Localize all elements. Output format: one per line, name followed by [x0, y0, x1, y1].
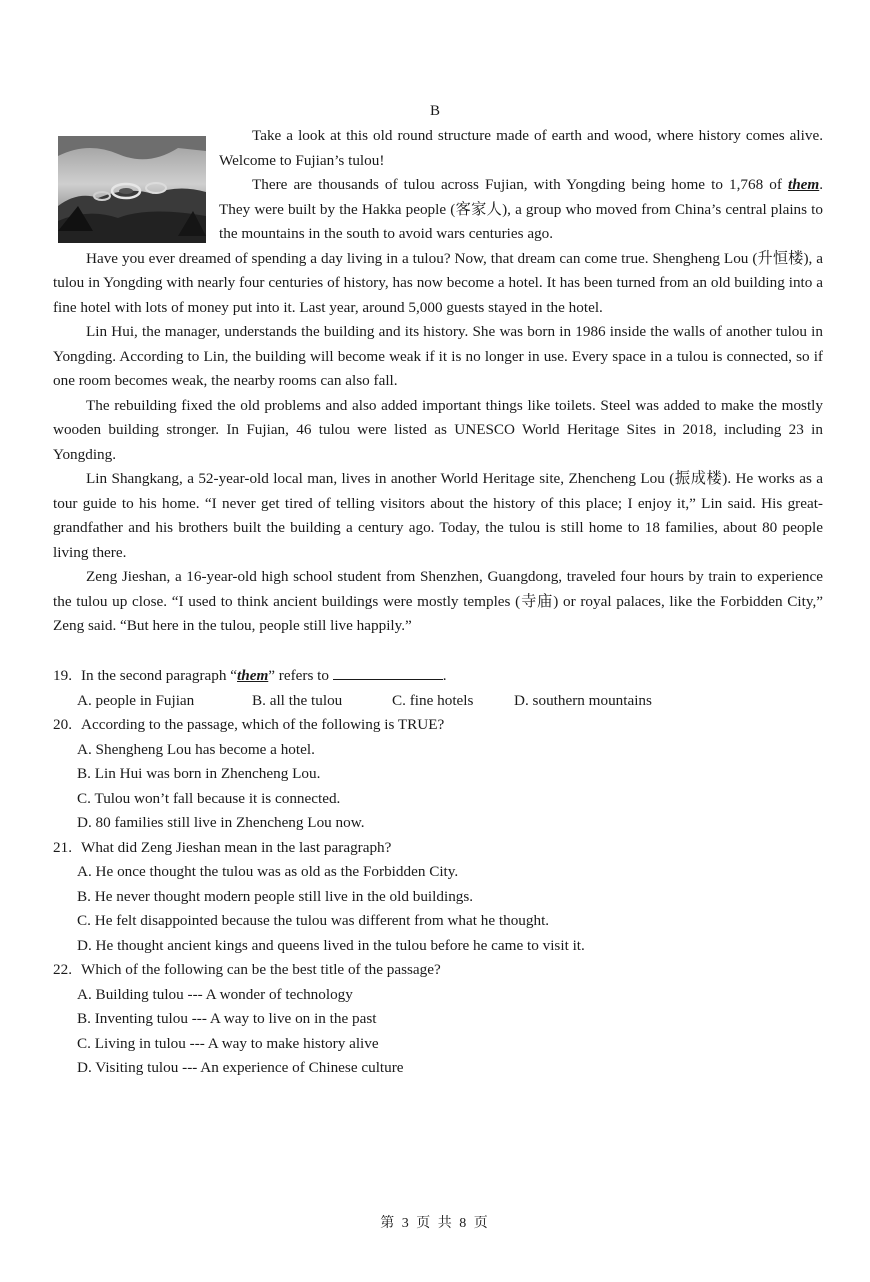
question-number: 20. — [53, 716, 72, 733]
question-19-options — [53, 689, 823, 714]
option-c[interactable]: C. Tulou won’t fall because it is connected. — [77, 789, 341, 807]
option-b[interactable]: B. He never thought modern people still live in the old buildings. — [77, 887, 474, 905]
paragraph-5: The rebuilding fixed the old problems and also added important things like toilets. Steel was added to make the mostly wooden building stronger. In Fujian, 46 tulou were listed as UNESCO World Heritage Sites in 2018, including 23 in Yongding. — [53, 396, 823, 463]
question-text-a: In the second paragraph “ — [81, 667, 238, 684]
paragraph-1: Take a look at this old round structure made of earth and wood, where history comes alive. Welcome to Fujian’s tulou! — [219, 127, 823, 169]
option-b[interactable]: B. Inventing tulou --- A way to live on in the past — [77, 1010, 377, 1027]
question-text: What did Zeng Jieshan mean in the last paragraph? — [81, 838, 392, 856]
answer-blank[interactable] — [333, 665, 443, 680]
option-d[interactable]: D. Visiting tulou --- An experience of Chinese culture — [77, 1059, 404, 1076]
question-number: 22. — [53, 961, 72, 978]
option-b[interactable]: B. all the tulou — [252, 691, 343, 709]
emphasized-word-them: them — [787, 176, 820, 193]
option-c[interactable]: C. fine hotels — [392, 691, 474, 709]
emphasized-word-them: them — [237, 667, 269, 684]
option-b[interactable]: B. Lin Hui was born in Zhencheng Lou. — [77, 765, 321, 782]
question-text: According to the passage, which of the following is TRUE? — [81, 716, 445, 733]
question-number: 19. — [53, 667, 72, 684]
question-22 — [53, 958, 823, 983]
question-text: Which of the following can be the best title of the passage? — [81, 961, 441, 978]
question-19 — [53, 664, 823, 689]
option-d[interactable]: D. He thought ancient kings and queens lived in the tulou before he came to visit it. — [77, 936, 585, 954]
paragraph-7: Zeng Jieshan, a 16-year-old high school student from Shenzhen, Guangdong, traveled four hours by train to experience the tulou up close. “I used to think ancient buildings were mostly temples (寺庙) or royal palaces, like the Forbidden City,” Zeng said. “But here in the tulou, people still live happily.” — [53, 568, 823, 634]
option-a[interactable]: A. people in Fujian — [77, 691, 195, 709]
option-a[interactable]: A. Shengheng Lou has become a hotel. — [77, 740, 315, 758]
question-text-b: ” refers to — [268, 667, 329, 684]
page-number-footer: 第 3 页 共 8 页 — [380, 1216, 490, 1231]
question-list — [53, 664, 823, 1081]
paragraph-3: Have you ever dreamed of spending a day living in a tulou? Now, that dream can come true. Shengheng Lou (升恒楼), a tulou in Yongding with nearly four centuries of history, has now become a hotel. It has been turned from an old building into a fine hotel with lots of money put into it. Last year, around 5,000 guests stayed in the hotel. — [53, 249, 823, 316]
option-c[interactable]: C. He felt disappointed because the tulou was different from what he thought. — [77, 912, 550, 929]
paragraph-6: Lin Shangkang, a 52-year-old local man, lives in another World Heritage site, Zhencheng Lou (振成楼). He works as a tour guide to his home. “I never get tired of telling visitors about the history of this place; I enjoy it,” Lin said. His great-grandfather and his brothers built the building a century ago. Today, the tulou is still home to 18 families, about 80 people living there. — [53, 470, 823, 561]
section-heading: B — [429, 103, 440, 119]
paragraph-4: Lin Hui, the manager, understands the building and its history. She was born in 1986 inside the walls of another tulou in Yongding. According to Lin, the building will become weak if it is no longer in use. Every space in a tulou is connected, so if one room becomes weak, the nearby rooms can also fall. — [53, 323, 823, 389]
option-a[interactable]: A. Building tulou --- A wonder of technology — [77, 985, 353, 1003]
option-c[interactable]: C. Living in tulou --- A way to make history alive — [77, 1034, 379, 1052]
reading-passage — [53, 124, 823, 639]
question-21 — [53, 836, 823, 861]
question-20 — [53, 713, 823, 738]
question-number: 21. — [53, 838, 72, 856]
question-text-end: . — [442, 667, 447, 684]
paragraph-2-text-a: There are thousands of tulou across Fujian, with Yongding being home to 1,768 of — [252, 176, 782, 193]
paragraph-2-text-b: . They were built by the Hakka people (客家人), a group who moved from China’s central plains to the mountains in the south to avoid wars centuries ago. — [219, 176, 824, 242]
paragraph-2 — [219, 173, 823, 247]
option-d[interactable]: D. southern mountains — [514, 691, 652, 709]
option-a[interactable]: A. He once thought the tulou was as old as the Forbidden City. — [77, 863, 459, 880]
option-d[interactable]: D. 80 families still live in Zhencheng Lou now. — [77, 814, 365, 831]
